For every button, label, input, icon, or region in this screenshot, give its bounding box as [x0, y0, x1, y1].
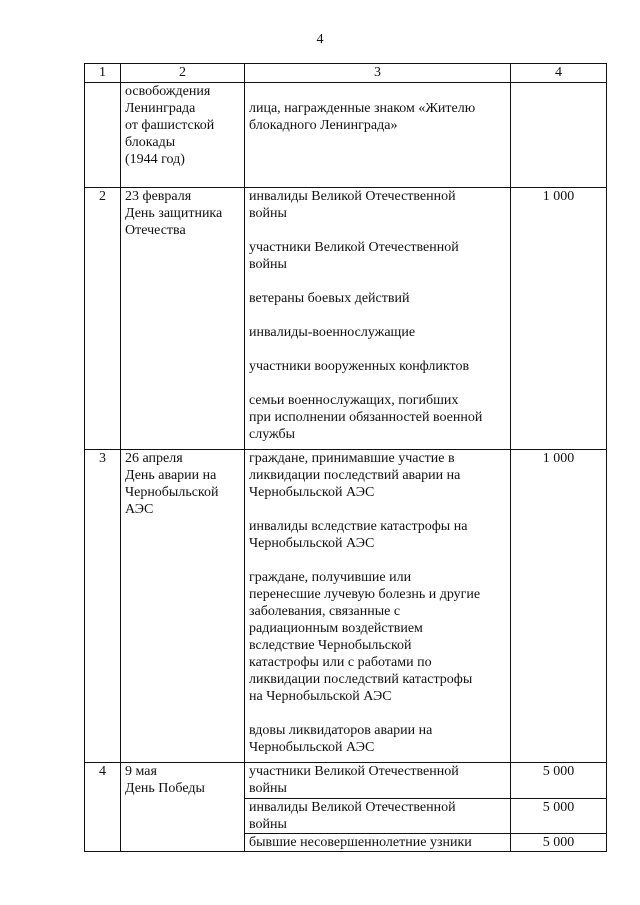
table-row [85, 83, 607, 188]
benefits-table [84, 63, 607, 852]
table-row [85, 450, 607, 763]
column-header-4: 4 [511, 64, 607, 83]
table-row [85, 188, 607, 450]
event-cell [121, 188, 245, 450]
recipient-item: лица, награжденные знаком «Жителю блокадного Ленинграда» [249, 101, 476, 133]
recipients-cell [245, 450, 511, 763]
event-cell [121, 450, 245, 763]
recipient-item: участники Великой Отечественной войны [249, 764, 459, 796]
event-text: 26 апреля День аварии на Чернобыльской АЭС [125, 451, 219, 517]
recipients-cell [245, 188, 511, 450]
recipient-item: инвалиды Великой Отечественной войны [249, 189, 456, 221]
row-number: 2 [85, 188, 121, 450]
amount-cell: 1 000 [511, 188, 607, 450]
event-cell [121, 83, 245, 188]
recipient-item: граждане, принимавшие участие в ликвидации последствий аварии на Чернобыльской АЭС [249, 451, 461, 500]
amount-cell: 5 000 [511, 763, 607, 799]
recipient-item: бывшие несовершеннолетние узники [249, 835, 472, 850]
recipients-cell [245, 834, 511, 852]
event-text: 9 мая День Победы [125, 764, 205, 796]
amount-cell: 5 000 [511, 834, 607, 852]
recipients-cell [245, 763, 511, 799]
recipient-item: ветераны боевых действий [249, 291, 410, 306]
amount-cell [511, 83, 607, 188]
recipient-item: граждане, получившие или перенесшие лучевую болезнь и другие заболевания, связанные с радиационным воздействием вследствие Чернобыльской катастрофы или с работами по ликвидации последствий катастрофы на Чернобыльской АЭС [249, 570, 481, 704]
recipient-item: вдовы ликвидаторов аварии на Чернобыльской АЭС [249, 723, 433, 755]
amount-cell: 1 000 [511, 450, 607, 763]
event-cell [121, 763, 245, 852]
column-header-1: 1 [85, 64, 121, 83]
recipients-cell [245, 799, 511, 834]
table-header-row [85, 64, 607, 83]
table-row [85, 763, 607, 799]
recipient-item: инвалиды вследствие катастрофы на Чернобыльской АЭС [249, 519, 468, 551]
row-number: 4 [85, 763, 121, 852]
column-header-3: 3 [245, 64, 511, 83]
recipient-item: инвалиды Великой Отечественной войны [249, 800, 456, 832]
event-text: 23 февраля День защитника Отечества [125, 189, 223, 238]
row-number: 3 [85, 450, 121, 763]
recipient-item: участники Великой Отечественной войны [249, 240, 459, 272]
recipient-item: участники вооруженных конфликтов [249, 359, 470, 374]
column-header-2: 2 [121, 64, 245, 83]
recipient-item: инвалиды-военнослужащие [249, 325, 416, 340]
recipients-cell [245, 83, 511, 188]
page-number: 4 [316, 32, 324, 47]
amount-cell: 5 000 [511, 799, 607, 834]
row-number [85, 83, 121, 188]
event-text: освобождения Ленинграда от фашистской блокады (1944 год) [125, 84, 215, 167]
recipient-item: семьи военнослужащих, погибших при исполнении обязанностей военной службы [249, 393, 483, 442]
